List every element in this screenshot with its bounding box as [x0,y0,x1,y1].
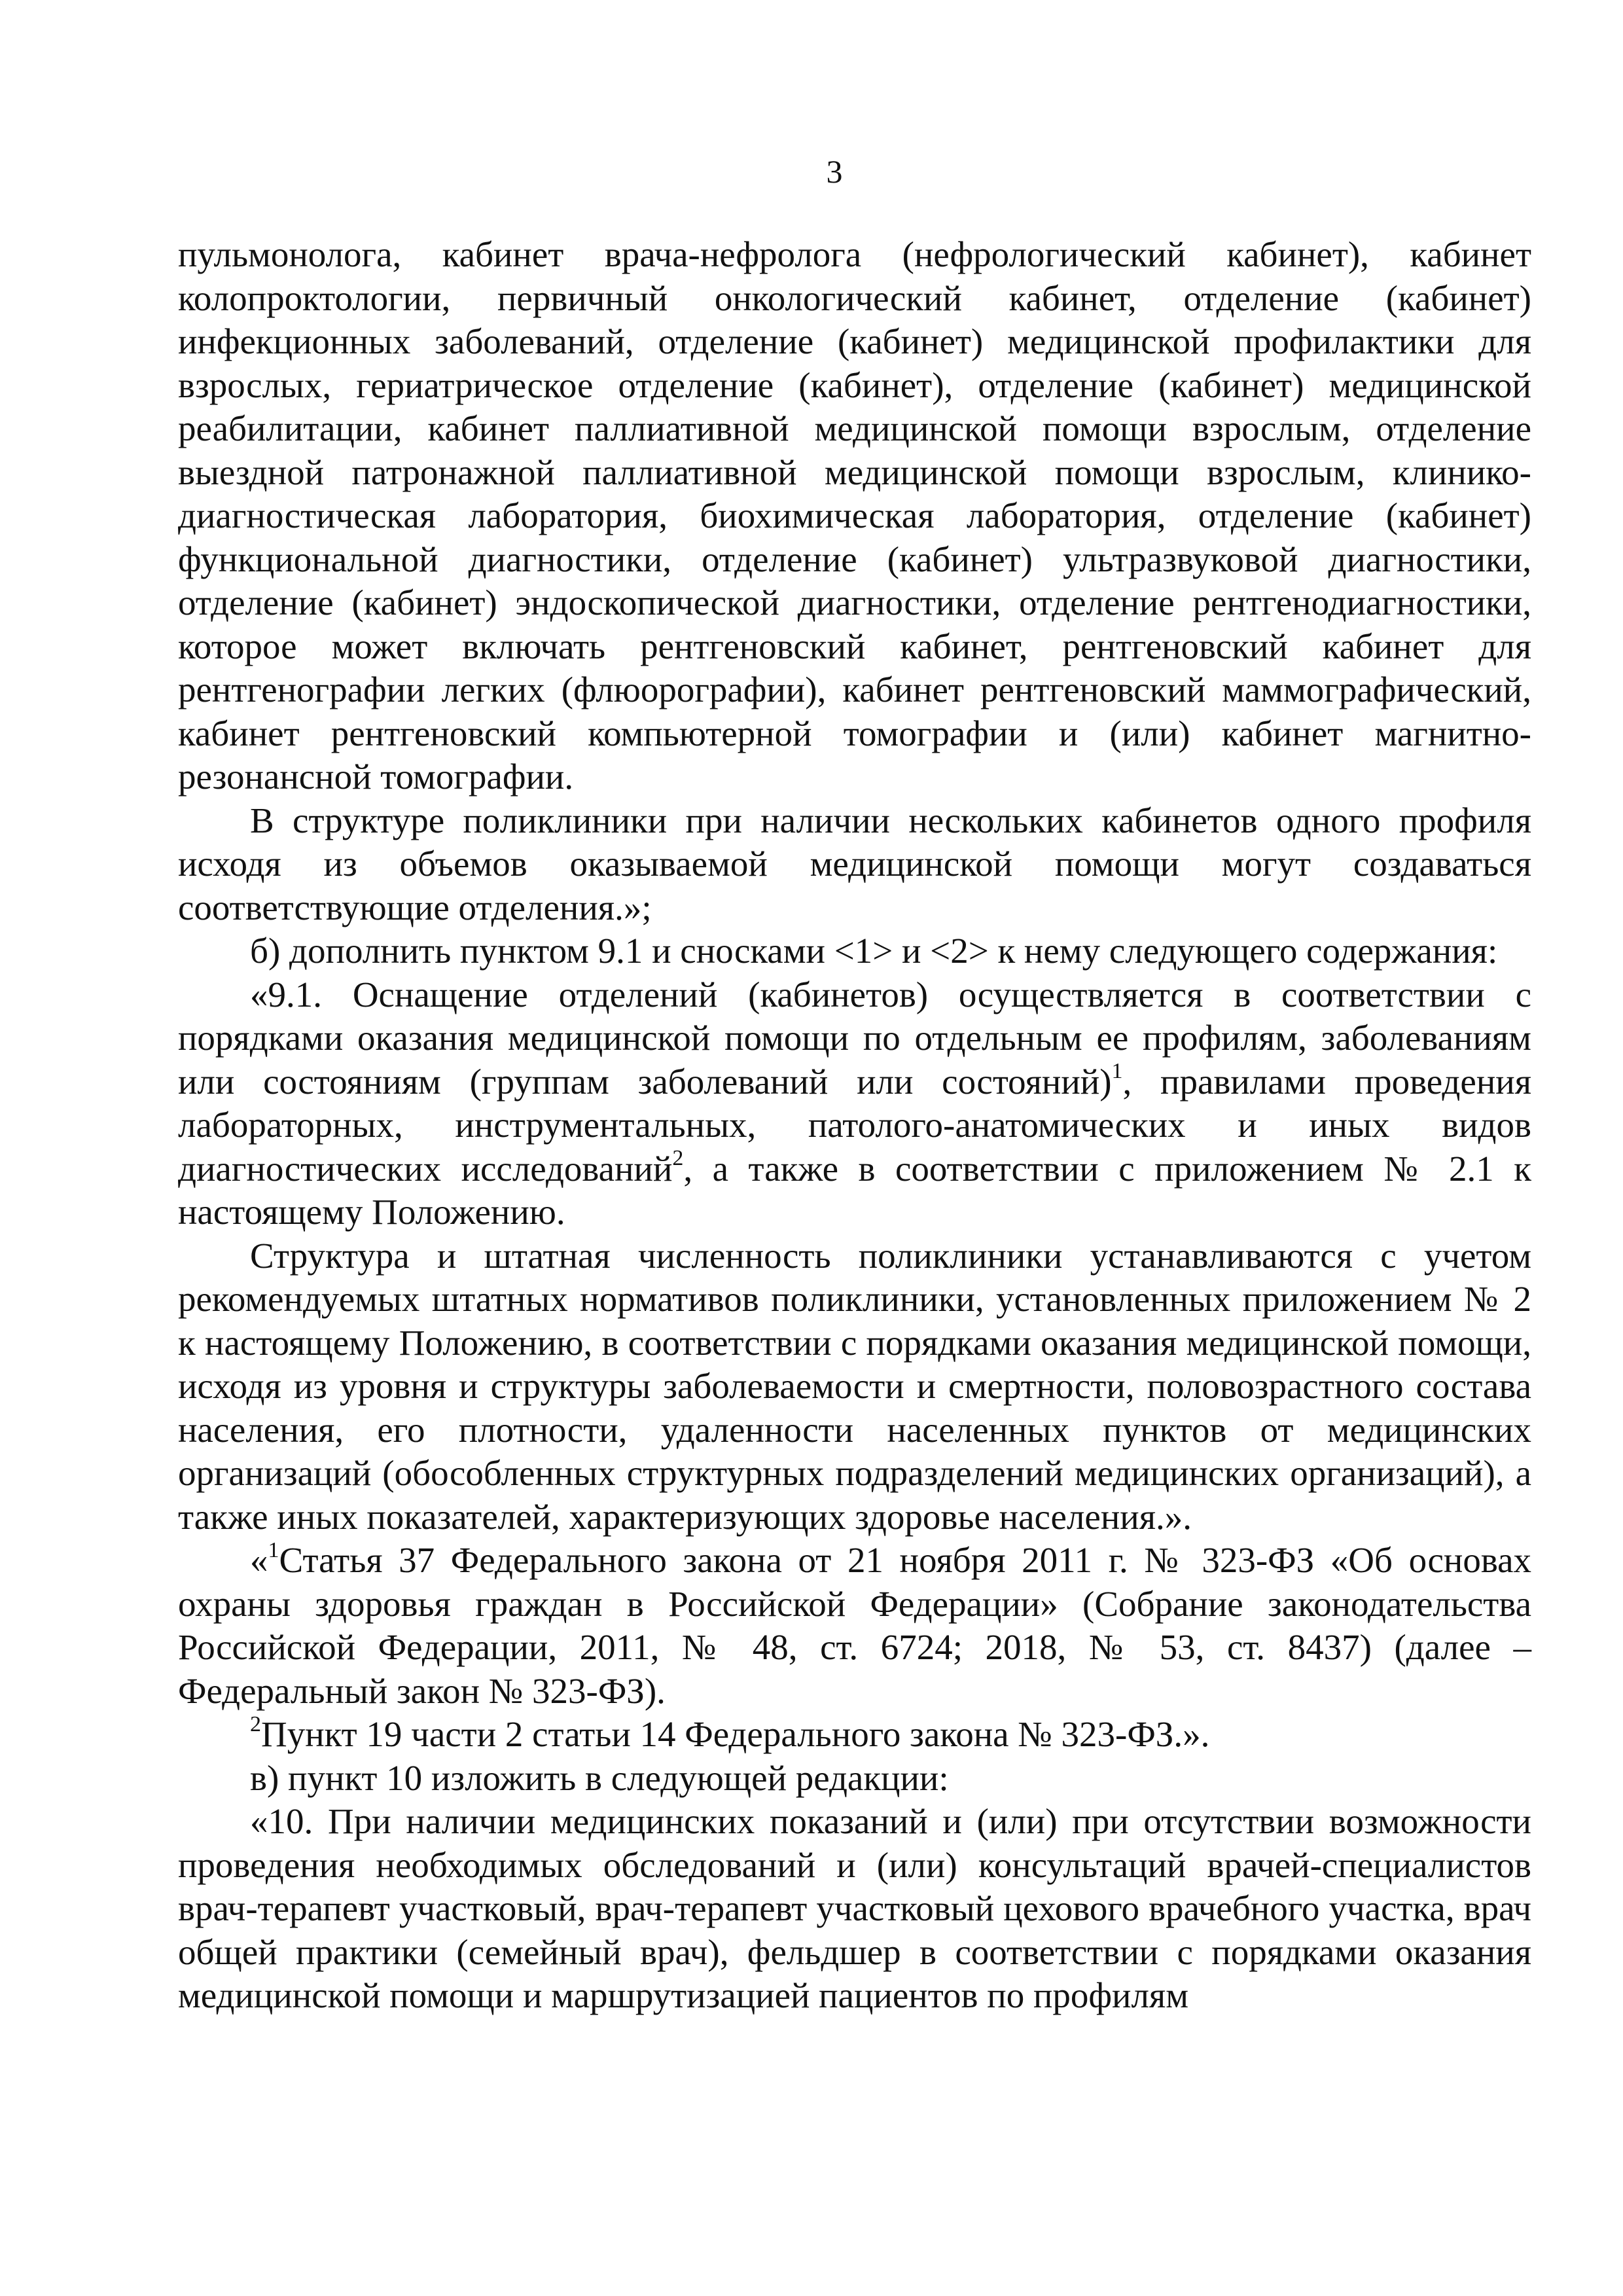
footnote-1 [178,1539,1531,1713]
footnote-2-marker: 2 [250,1712,261,1736]
document-body [178,233,1531,2018]
footnote-ref-1: 1 [1111,1059,1123,1084]
footnote-1-marker: 1 [268,1537,279,1562]
footnote-2 [178,1713,1531,1757]
footnote-1-text: Статья 37 Федерального закона от 21 ноября 2011 г. № 323-ФЗ «Об основах охраны здоровья граждан в Российской Федерации» (Собрание законодательства Российской Федерации, 2011, № 48, ст. 6724; 2018, № 53, ст. 8437) (далее – Федеральный закон № 323-ФЗ). [178,1540,1531,1711]
paragraph-amendment-b: б) дополнить пунктом 9.1 и сносками <1> и <2> к нему следующего содержания: [250,931,1498,971]
paragraph-9-1-text-b: , правилами проведения лабораторных, инструментальных, патолого-анатомических и иных видов диагностических исследований [178,1061,1531,1189]
paragraph-10: «10. При наличии медицинских показаний и (или) при отсутствии возможности проведения необходимых обследований и (или) консультаций врачей-специалистов врач-терапевт участковый, врач-терапевт участковый цехового врачебного участка, врач общей практики (семейный врач), фельдшер в соответствии с порядками оказания медицинской помощи и маршрутизацией пациентов по профилям [178,1801,1531,2015]
paragraph-9-1 [178,973,1531,1234]
paragraph-9-1-text-c: , а также в соответствии с приложением № 2.1 к настоящему Положению. [178,1148,1531,1232]
footnote-ref-2: 2 [672,1146,684,1171]
paragraph-structure-departments: В структуре поликлиники при наличии нескольких кабинетов одного профиля исходя из объемов оказываемой медицинской помощи могут создаваться соответствующие отделения.»; [178,800,1531,927]
page-number: 3 [826,153,843,190]
footnote-1-open-quote: « [250,1540,268,1580]
paragraph-continuation: пульмонолога, кабинет врача-нефролога (нефрологический кабинет), кабинет колопроктологии, первичный онкологический кабинет, отделение (кабинет) инфекционных заболеваний, отделение (кабинет) медицинской профилактики для взрослых, гериатрическое отделение (кабинет), отделение (кабинет) медицинской реабилитации, кабинет паллиативной медицинской помощи взрослым, отделение выездной патронажной паллиативной медицинской помощи взрослым, клинико-диагностическая лаборатория, биохимическая лаборатория, отделение (кабинет) функциональной диагностики, отделение (кабинет) ультразвуковой диагностики, отделение (кабинет) эндоскопической диагностики, отделение рентгенодиагностики, которое может включать рентгеновский кабинет, рентгеновский кабинет для рентгенографии легких (флюорографии), кабинет рентгеновский маммографический, кабинет рентгеновский компьютерной томографии и (или) кабинет магнитно-резонансной томографии. [178,234,1531,797]
paragraph-9-1-text-a: «9.1. Оснащение отделений (кабинетов) осуществляется в соответствии с порядками оказания медицинской помощи по отдельным ее профилям, заболеваниям или состояниям (группам заболеваний или состояний) [178,974,1531,1102]
footnote-2-text: Пункт 19 части 2 статьи 14 Федерального закона № 323-ФЗ.». [261,1714,1210,1754]
paragraph-amendment-v: в) пункт 10 изложить в следующей редакции: [250,1757,949,1798]
paragraph-staffing: Структура и штатная численность поликлиники устанавливаются с учетом рекомендуемых штатных нормативов поликлиники, установленных приложением № 2 к настоящему Положению, в соответствии с порядками оказания медицинской помощи, исходя из уровня и структуры заболеваемости и смертности, половозрастного состава населения, его плотности, удаленности населенных пунктов от медицинских организаций (обособленных структурных подразделений медицинских организаций), а также иных показателей, характеризующих здоровье населения.». [178,1235,1531,1537]
